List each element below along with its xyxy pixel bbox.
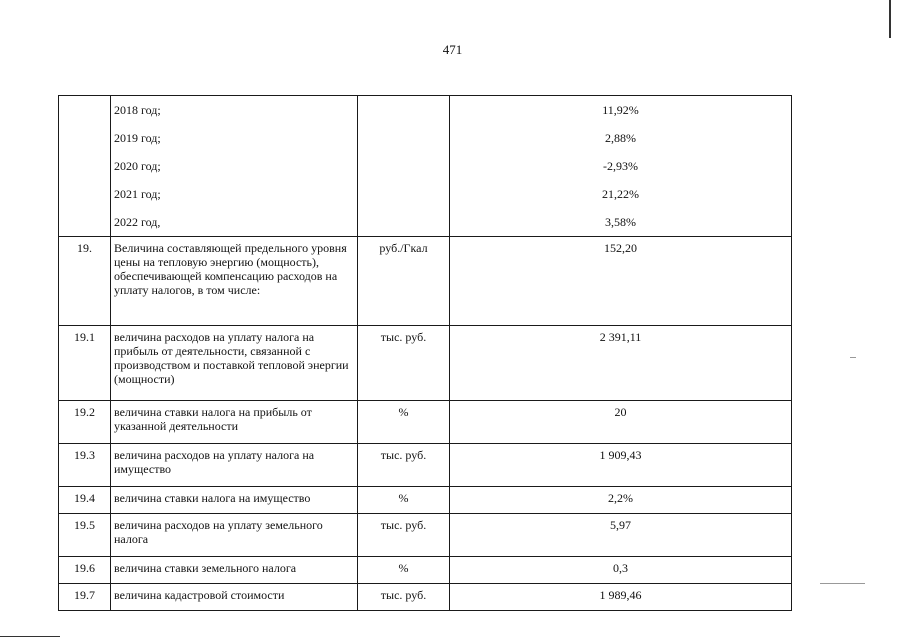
cell-years	[111, 96, 358, 237]
cell-year-values	[450, 96, 792, 237]
row-name: величина ставки земельного налога	[111, 557, 358, 584]
table-row	[59, 444, 792, 487]
year-value: 11,92%	[602, 103, 639, 117]
row-value: 2 391,11	[450, 326, 792, 401]
row-unit: тыс. руб.	[358, 584, 450, 611]
row-number: 19.5	[59, 514, 111, 557]
row-name: Величина составляющей предельного уровня цены на тепловую энергию (мощность), обеспечивающей компенсацию расходов на уплату налогов, в том числе:	[111, 237, 358, 326]
table-row	[59, 487, 792, 514]
year-value: 2,88%	[605, 131, 636, 145]
table-row	[59, 584, 792, 611]
table-row	[59, 237, 792, 326]
cell-num	[59, 96, 111, 237]
table-row-years	[59, 96, 792, 237]
row-unit: тыс. руб.	[358, 514, 450, 557]
row-value: 20	[450, 401, 792, 444]
scan-speck	[850, 357, 856, 358]
year-value: 21,22%	[602, 187, 639, 201]
row-number: 19.4	[59, 487, 111, 514]
year-label: 2021 год;	[114, 187, 161, 201]
year-label: 2022 год,	[114, 215, 161, 229]
row-unit: %	[358, 487, 450, 514]
table-row	[59, 326, 792, 401]
cell-unit	[358, 96, 450, 237]
scan-edge-line	[0, 636, 60, 637]
year-value: 3,58%	[605, 215, 636, 229]
row-number: 19.1	[59, 326, 111, 401]
row-unit: руб./Гкал	[358, 237, 450, 326]
row-value: 1 909,43	[450, 444, 792, 487]
row-number: 19.6	[59, 557, 111, 584]
row-value: 1 989,46	[450, 584, 792, 611]
year-label: 2019 год;	[114, 131, 161, 145]
row-unit: тыс. руб.	[358, 326, 450, 401]
row-unit: тыс. руб.	[358, 444, 450, 487]
year-label: 2020 год;	[114, 159, 161, 173]
row-number: 19.7	[59, 584, 111, 611]
table-row	[59, 401, 792, 444]
row-value: 0,3	[450, 557, 792, 584]
row-name: величина ставки налога на имущество	[111, 487, 358, 514]
row-number: 19.3	[59, 444, 111, 487]
row-name: величина ставки налога на прибыль от указанной деятельности	[111, 401, 358, 444]
tariff-table	[58, 95, 792, 611]
row-value: 2,2%	[450, 487, 792, 514]
row-value: 152,20	[450, 237, 792, 326]
row-name: величина расходов на уплату земельного налога	[111, 514, 358, 557]
table-row	[59, 557, 792, 584]
row-name: величина расходов на уплату налога на имущество	[111, 444, 358, 487]
year-label: 2018 год;	[114, 103, 161, 117]
year-value: -2,93%	[603, 159, 638, 173]
scan-speck	[820, 583, 865, 584]
page-number: 471	[442, 42, 463, 57]
row-value: 5,97	[450, 514, 792, 557]
table-row	[59, 514, 792, 557]
row-name: величина кадастровой стоимости	[111, 584, 358, 611]
row-number: 19.2	[59, 401, 111, 444]
row-unit: %	[358, 557, 450, 584]
row-unit: %	[358, 401, 450, 444]
row-name: величина расходов на уплату налога на прибыль от деятельности, связанной с производством и поставкой тепловой энергии (мощности)	[111, 326, 358, 401]
scan-edge-line	[889, 0, 891, 38]
row-number: 19.	[59, 237, 111, 326]
